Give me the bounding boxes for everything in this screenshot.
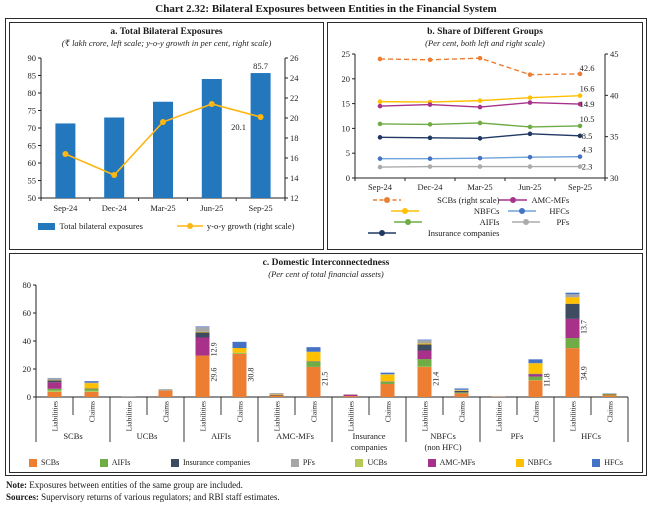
bar-axis-label: Liabilities — [420, 401, 430, 432]
bar-axis-label: Claims — [161, 401, 171, 423]
stack-segment-nbfcs — [529, 364, 543, 374]
stack-segment-amc-mfs — [418, 351, 432, 360]
legend-item-nbfcs: NBFCs — [341, 206, 500, 216]
stack-segment-amc-mfs — [196, 338, 210, 356]
stack-segment-scbs — [233, 354, 247, 397]
stack-segment-hfcs — [307, 347, 321, 351]
stack-segment-hfcs — [529, 360, 543, 364]
series-point — [478, 121, 483, 126]
panel-domestic-interconnectedness — [9, 253, 643, 473]
series-point — [478, 99, 483, 104]
domestic-interconnectedness-chart — [10, 279, 643, 457]
line-marker-icon — [177, 222, 203, 230]
legend-item-pfs: PFs — [291, 458, 315, 467]
left-axis-tick: 50 — [27, 193, 36, 204]
series-point — [578, 94, 583, 99]
series-end-label: 10.5 — [579, 114, 595, 125]
stack-segment-insurance-companies — [270, 395, 284, 396]
line-marker-icon — [394, 218, 422, 226]
group-label: (non HFC) — [424, 442, 462, 453]
legend-item-insurance-companies: Insurance companies — [171, 458, 250, 467]
left-axis-tick: 55 — [27, 175, 36, 186]
bar-swatch-icon — [38, 223, 55, 230]
right-axis-tick: 14 — [289, 173, 298, 184]
bar-value-label: 21.5 — [320, 372, 330, 387]
color-swatch-icon — [291, 459, 299, 467]
bar-axis-label: Claims — [531, 401, 541, 423]
left-axis-tick: 15 — [341, 98, 350, 109]
line-marker-icon — [508, 207, 536, 215]
series-point — [478, 156, 483, 161]
legend-item-nbfcs: NBFCs — [516, 458, 552, 467]
share-of-groups-chart — [331, 48, 639, 194]
panel-share-of-groups — [327, 22, 643, 250]
stack-segment-insurance-companies — [455, 391, 469, 392]
y-axis-tick: 60 — [22, 308, 31, 319]
stack-segment-scbs — [529, 381, 543, 398]
legend-item-hfcs: HFCs — [499, 206, 569, 216]
series-point — [528, 101, 533, 106]
y-axis-tick: 80 — [22, 280, 31, 291]
left-axis-tick: 25 — [341, 49, 350, 60]
stack-segment-amc-mfs — [566, 319, 580, 338]
stack-segment-scbs — [85, 392, 99, 397]
x-axis-tick: Mar-25 — [149, 203, 176, 214]
line-marker-icon — [512, 218, 540, 226]
left-axis-tick: 70 — [27, 123, 36, 134]
sources-line: Sources: Supervisory returns of various regulators; and RBI staff estimates. — [6, 492, 280, 503]
stack-segment-aifis — [381, 382, 395, 384]
stack-segment-ucbs — [85, 391, 99, 392]
left-axis-tick: 90 — [27, 53, 36, 64]
stack-segment-hfcs — [566, 293, 580, 295]
panel-b-title: b. Share of Different Groups — [427, 27, 543, 37]
color-swatch-icon — [171, 459, 179, 467]
color-swatch-icon — [29, 459, 37, 467]
stack-segment-insurance-companies — [529, 374, 543, 375]
group-label: AMC-MFs — [276, 431, 314, 442]
color-swatch-icon — [516, 459, 524, 467]
group-label: SCBs — [63, 431, 83, 442]
series-point — [528, 155, 533, 160]
series-point — [478, 56, 483, 61]
x-axis-tick: Jun-25 — [518, 182, 542, 193]
stack-segment-ucbs — [48, 391, 62, 392]
stack-segment-insurance-companies — [196, 333, 210, 338]
right-axis-tick: 16 — [289, 153, 298, 164]
stack-segment-pfs — [159, 389, 173, 390]
stack-segment-scbs — [196, 356, 210, 397]
left-axis-tick: 5 — [345, 148, 350, 159]
stack-segment-nbfcs — [455, 391, 469, 392]
stack-segment-scbs — [344, 396, 358, 397]
footnotes — [6, 479, 280, 503]
line-marker-icon — [499, 196, 527, 204]
stack-segment-scbs — [307, 367, 321, 397]
stack-segment-insurance-companies — [603, 395, 617, 396]
series-line-scbs-right-scale- — [380, 58, 580, 75]
stack-segment-scbs — [455, 394, 469, 398]
total-exposure-bar — [55, 124, 75, 199]
legend-column — [341, 195, 500, 238]
bar-axis-label: Liabilities — [124, 401, 134, 432]
left-axis-tick: 65 — [27, 140, 36, 151]
total-exposure-bar — [104, 118, 124, 199]
bar-axis-label: Claims — [87, 401, 97, 423]
stack-segment-amc-mfs — [344, 395, 358, 396]
series-point — [478, 136, 483, 141]
stack-segment-nbfcs — [603, 394, 617, 395]
color-swatch-icon — [355, 459, 363, 467]
stack-segment-scbs — [566, 348, 580, 397]
bar-value-label: 85.7 — [252, 61, 268, 72]
note-line: Note: Exposures between entities of the same group are included. — [6, 480, 243, 490]
stack-segment-nbfcs — [85, 383, 99, 388]
series-point — [378, 165, 383, 170]
stack-segment-nbfcs — [196, 332, 210, 333]
series-end-label: 16.6 — [579, 83, 595, 94]
right-axis-tick: 12 — [289, 193, 298, 204]
legend-item-aifis: AIFIs — [341, 217, 500, 227]
stack-segment-hfcs — [85, 381, 99, 382]
panel-c-subtitle: (Per cent of total financial assets) — [268, 268, 384, 279]
group-label: NBFCs — [430, 431, 456, 442]
left-axis-tick: 0 — [345, 173, 350, 184]
left-axis-tick: 80 — [27, 88, 36, 99]
yoy-growth-point — [111, 172, 117, 178]
stack-segment-hfcs — [233, 342, 247, 348]
yoy-growth-point — [257, 114, 263, 120]
left-axis-tick: 10 — [341, 123, 350, 134]
series-end-label: 42.6 — [579, 63, 595, 74]
x-axis-tick: Mar-25 — [467, 182, 493, 193]
panel-total-bilateral-exposures — [9, 22, 324, 250]
stack-segment-scbs — [270, 396, 284, 398]
line-marker-icon — [368, 229, 396, 237]
stack-segment-scbs — [48, 392, 62, 397]
color-swatch-icon — [592, 459, 600, 467]
y-axis-tick: 40 — [22, 336, 31, 347]
stack-segment-insurance-companies — [48, 381, 62, 383]
stack-segment-nbfcs — [307, 352, 321, 361]
series-end-label: 14.9 — [579, 99, 595, 110]
x-axis-tick: Jun-25 — [199, 203, 223, 214]
stack-segment-nbfcs — [233, 348, 247, 353]
series-point — [428, 165, 433, 170]
series-point — [528, 132, 533, 137]
stack-segment-hfcs — [418, 340, 432, 341]
line-marker-icon — [391, 207, 419, 215]
chart-frame — [5, 18, 647, 476]
left-axis-tick: 85 — [27, 70, 36, 81]
panel-b-subtitle: (Per cent, both left and right scale) — [425, 37, 545, 48]
legend-item-pfs: PFs — [499, 217, 569, 227]
series-point — [578, 124, 583, 129]
stack-segment-amc-mfs — [48, 383, 62, 389]
bar-value-label: 34.9 — [579, 366, 589, 381]
x-axis-tick: Dec-24 — [417, 182, 443, 193]
group-label: PFs — [510, 431, 524, 442]
line-value-label: 20.1 — [230, 122, 246, 133]
line-marker-icon — [373, 196, 401, 204]
series-point — [478, 165, 483, 170]
legend-item-insurance-companies: Insurance companies — [341, 228, 500, 238]
stack-segment-aifis — [455, 393, 469, 394]
right-axis-tick: 24 — [289, 73, 298, 84]
stack-segment-scbs — [603, 396, 617, 398]
yoy-growth-point — [62, 151, 68, 157]
bar-value-label: 12.9 — [209, 342, 219, 357]
bar-axis-label: Liabilities — [50, 401, 60, 432]
right-axis-tick: 22 — [289, 93, 298, 104]
bar-value-label: 21.4 — [431, 372, 441, 387]
series-point — [428, 122, 433, 127]
stack-segment-insurance-companies — [566, 304, 580, 319]
stack-segment-insurance-companies — [307, 362, 321, 363]
legend-item-aifis: AIFIs — [100, 458, 131, 467]
right-axis-tick: 20 — [289, 113, 298, 124]
legend-item-scbs: SCBs — [29, 458, 59, 467]
y-axis-tick: 20 — [22, 364, 31, 375]
series-point — [578, 155, 583, 160]
panel-a-legend — [10, 221, 323, 231]
bar-value-label: 30.8 — [246, 367, 256, 382]
legend-item-amc-mfs: AMC-MFs — [499, 195, 569, 205]
panel-b-legend — [341, 195, 630, 238]
top-row — [9, 22, 643, 250]
right-axis-tick: 35 — [610, 131, 619, 142]
series-point — [428, 157, 433, 162]
right-axis-tick: 40 — [610, 90, 619, 101]
x-axis-tick: Sep-25 — [567, 182, 593, 193]
series-point — [378, 157, 383, 162]
series-end-label: 2.3 — [581, 161, 593, 172]
x-axis-tick: Sep-25 — [248, 203, 273, 214]
yoy-growth-point — [160, 119, 166, 125]
group-label: UCBs — [136, 431, 158, 442]
bar-axis-label: Liabilities — [494, 401, 504, 432]
right-axis-tick: 30 — [610, 173, 619, 184]
panel-a-title: a. Total Bilateral Exposures — [110, 27, 223, 37]
stack-segment-aifis — [566, 338, 580, 348]
series-point — [378, 104, 383, 109]
stack-segment-pfs — [307, 352, 321, 353]
series-point — [428, 103, 433, 108]
total-bilateral-exposures-chart — [15, 48, 319, 218]
legend-item-total-bilateral-exposures: Total bilateral exposures — [38, 221, 142, 231]
bar-axis-label: Claims — [235, 401, 245, 423]
bar-axis-label: Claims — [605, 401, 615, 423]
panel-c-legend — [29, 458, 623, 467]
series-point — [428, 136, 433, 141]
stack-segment-pfs — [455, 390, 469, 391]
stack-segment-aifis — [418, 359, 432, 367]
series-end-label: 4.3 — [581, 144, 593, 155]
left-axis-tick: 75 — [27, 105, 36, 116]
legend-item-amc-mfs: AMC-MFs — [428, 458, 476, 467]
stack-segment-pfs — [418, 341, 432, 344]
series-point — [428, 58, 433, 63]
group-label: HFCs — [581, 431, 601, 442]
stack-segment-hfcs — [455, 389, 469, 390]
x-axis-tick: Dec-24 — [101, 203, 127, 214]
bar-axis-label: Claims — [383, 401, 393, 423]
bar-axis-label: Liabilities — [568, 401, 578, 432]
group-label: Insurance — [352, 431, 386, 442]
chart-title: Chart 2.32: Bilateral Exposures between Entities in the Financial System — [155, 3, 497, 15]
right-axis-tick: 45 — [610, 49, 619, 60]
series-point — [528, 125, 533, 130]
x-axis-tick: Sep-24 — [52, 203, 77, 214]
stack-segment-pfs — [85, 383, 99, 384]
stack-segment-nbfcs — [418, 344, 432, 345]
left-axis-tick: 20 — [341, 74, 350, 85]
group-label: AIFIs — [211, 431, 231, 442]
stack-segment-aifis — [48, 389, 62, 391]
stack-segment-aifis — [85, 389, 99, 391]
bar-axis-label: Claims — [457, 401, 467, 423]
legend-item-ucbs: UCBs — [355, 458, 387, 467]
stack-segment-insurance-companies — [418, 345, 432, 351]
legend-column — [499, 195, 569, 238]
legend-item-hfcs: HFCs — [592, 458, 623, 467]
y-axis-tick: 0 — [26, 392, 31, 403]
series-point — [478, 105, 483, 110]
series-point — [378, 122, 383, 127]
panel-a-subtitle: (₹ lakh crore, left scale; y-o-y growth in per cent, right scale) — [61, 37, 272, 48]
right-axis-tick: 26 — [289, 53, 298, 64]
stack-segment-aifis — [529, 377, 543, 381]
bar-axis-label: Liabilities — [346, 401, 356, 432]
bar-value-label: 13.7 — [579, 320, 589, 335]
right-axis-tick: 18 — [289, 133, 298, 144]
stack-segment-hfcs — [381, 373, 395, 375]
series-point — [528, 165, 533, 170]
bar-axis-label: Liabilities — [272, 401, 282, 432]
legend-item-yoy-growth: y-o-y growth (right scale) — [177, 221, 295, 231]
stack-segment-aifis — [233, 353, 247, 354]
panel-c-title: c. Domestic Interconnectedness — [262, 258, 390, 268]
stack-segment-scbs — [159, 391, 173, 397]
series-point — [378, 57, 383, 62]
color-swatch-icon — [428, 459, 436, 467]
stack-segment-nbfcs — [566, 298, 580, 304]
stack-segment-amc-mfs — [529, 375, 543, 377]
stack-segment-aifis — [307, 362, 321, 367]
stack-segment-scbs — [381, 384, 395, 397]
yoy-growth-point — [208, 101, 214, 107]
left-axis-tick: 60 — [27, 158, 36, 169]
stack-segment-pfs — [196, 327, 210, 332]
group-label: companies — [350, 442, 388, 453]
series-point — [528, 96, 533, 101]
bar-value-label: 29.6 — [209, 367, 219, 382]
series-point — [528, 73, 533, 78]
legend-item-scbs-right-scale-: SCBs (right scale) — [341, 195, 500, 205]
total-exposure-bar — [201, 79, 221, 198]
total-exposure-bar — [250, 73, 270, 198]
stack-segment-hfcs — [196, 327, 210, 328]
total-exposure-bar — [153, 102, 173, 198]
stack-segment-pfs — [566, 295, 580, 298]
stack-segment-nbfcs — [381, 375, 395, 382]
series-point — [378, 135, 383, 140]
x-axis-tick: Sep-24 — [367, 182, 393, 193]
stack-segment-pfs — [270, 393, 284, 394]
stack-segment-scbs — [418, 367, 432, 397]
stack-segment-pfs — [48, 379, 62, 381]
bar-axis-label: Claims — [309, 401, 319, 423]
series-point — [378, 100, 383, 105]
series-end-label: 8.5 — [581, 131, 593, 142]
bar-axis-label: Liabilities — [198, 401, 208, 432]
bar-value-label: 11.8 — [542, 373, 552, 388]
color-swatch-icon — [100, 459, 108, 467]
